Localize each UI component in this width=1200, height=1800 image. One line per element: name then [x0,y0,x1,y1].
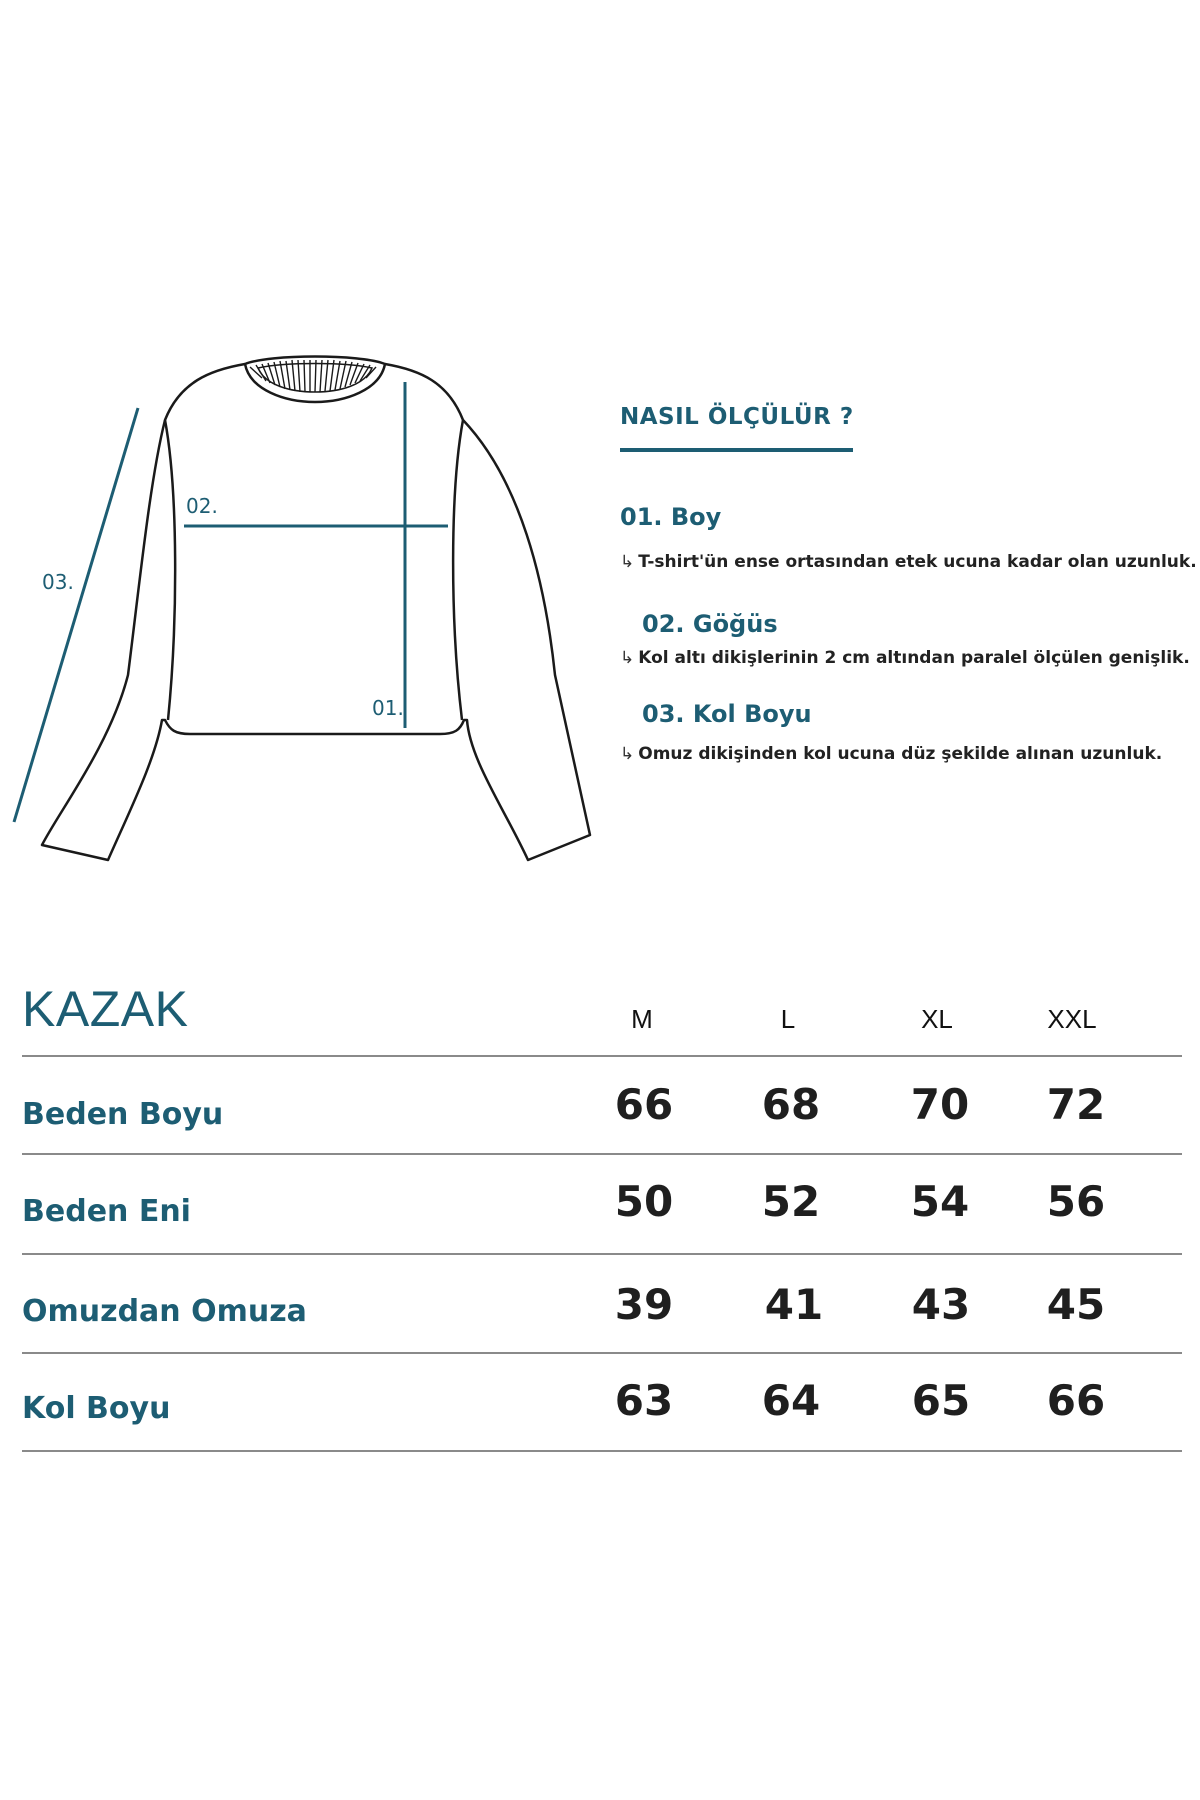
sleeve-measure-line [14,408,138,822]
arrow-icon: ↳ [620,552,635,572]
table-title: KAZAK [22,981,189,1037]
table-cell: 68 [761,1080,821,1129]
sweater-body-outline [42,364,590,860]
step-1-title: 01. Boy [620,503,722,531]
length-label: 01. [372,696,404,720]
table-cell: 65 [911,1376,971,1425]
table-divider [22,1055,1182,1057]
table-divider [22,1450,1182,1452]
row-label: Beden Eni [22,1194,191,1229]
size-header-xxl: XXL [1047,1004,1097,1034]
table-cell: 66 [1046,1376,1106,1425]
size-header-m: M [631,1004,653,1034]
table-cell: 70 [910,1080,970,1129]
table-divider [22,1253,1182,1255]
table-divider [22,1153,1182,1155]
guide-title: NASIL ÖLÇÜLÜR ? [620,404,854,430]
size-header-l: L [780,1004,796,1034]
sleeve-seam-left [165,420,175,720]
sleeve-seam-right [453,420,463,720]
step-2-description [620,648,1190,668]
table-cell: 39 [614,1280,674,1329]
guide-title-underline [620,448,853,452]
step-3-text: Omuz dikişinden kol ucuna düz şekilde alınan uzunluk. [638,744,1163,764]
table-cell: 66 [614,1080,674,1129]
step-1-description [620,552,1197,572]
table-cell: 64 [761,1376,821,1425]
table-cell: 52 [761,1177,821,1226]
row-label: Omuzdan Omuza [22,1294,307,1329]
step-1-text: T-shirt'ün ense ortasından etek ucuna kadar olan uzunluk. [638,552,1197,572]
step-3-title: 03. Kol Boyu [642,700,812,728]
step-2-title: 02. Göğüs [642,610,778,638]
step-2-text: Kol altı dikişlerinin 2 cm altından paralel ölçülen genişlik. [638,648,1190,668]
table-divider [22,1352,1182,1354]
chest-label: 02. [186,494,218,518]
size-header-xl: XL [921,1004,953,1034]
step-3-description [620,744,1162,764]
table-cell: 41 [764,1280,824,1329]
table-cell: 54 [910,1177,970,1226]
arrow-icon: ↳ [620,744,635,764]
collar-rib [250,360,376,392]
table-cell: 50 [614,1177,674,1226]
sleeve-label: 03. [42,570,74,594]
row-label: Kol Boyu [22,1391,171,1426]
table-cell: 63 [614,1376,674,1425]
table-cell: 45 [1046,1280,1106,1329]
arrow-icon: ↳ [620,648,635,668]
sweater-diagram [0,340,620,880]
table-cell: 56 [1046,1177,1106,1226]
table-cell: 43 [911,1280,971,1329]
row-label: Beden Boyu [22,1097,224,1132]
table-cell: 72 [1046,1080,1106,1129]
sweater-outline [0,340,620,880]
